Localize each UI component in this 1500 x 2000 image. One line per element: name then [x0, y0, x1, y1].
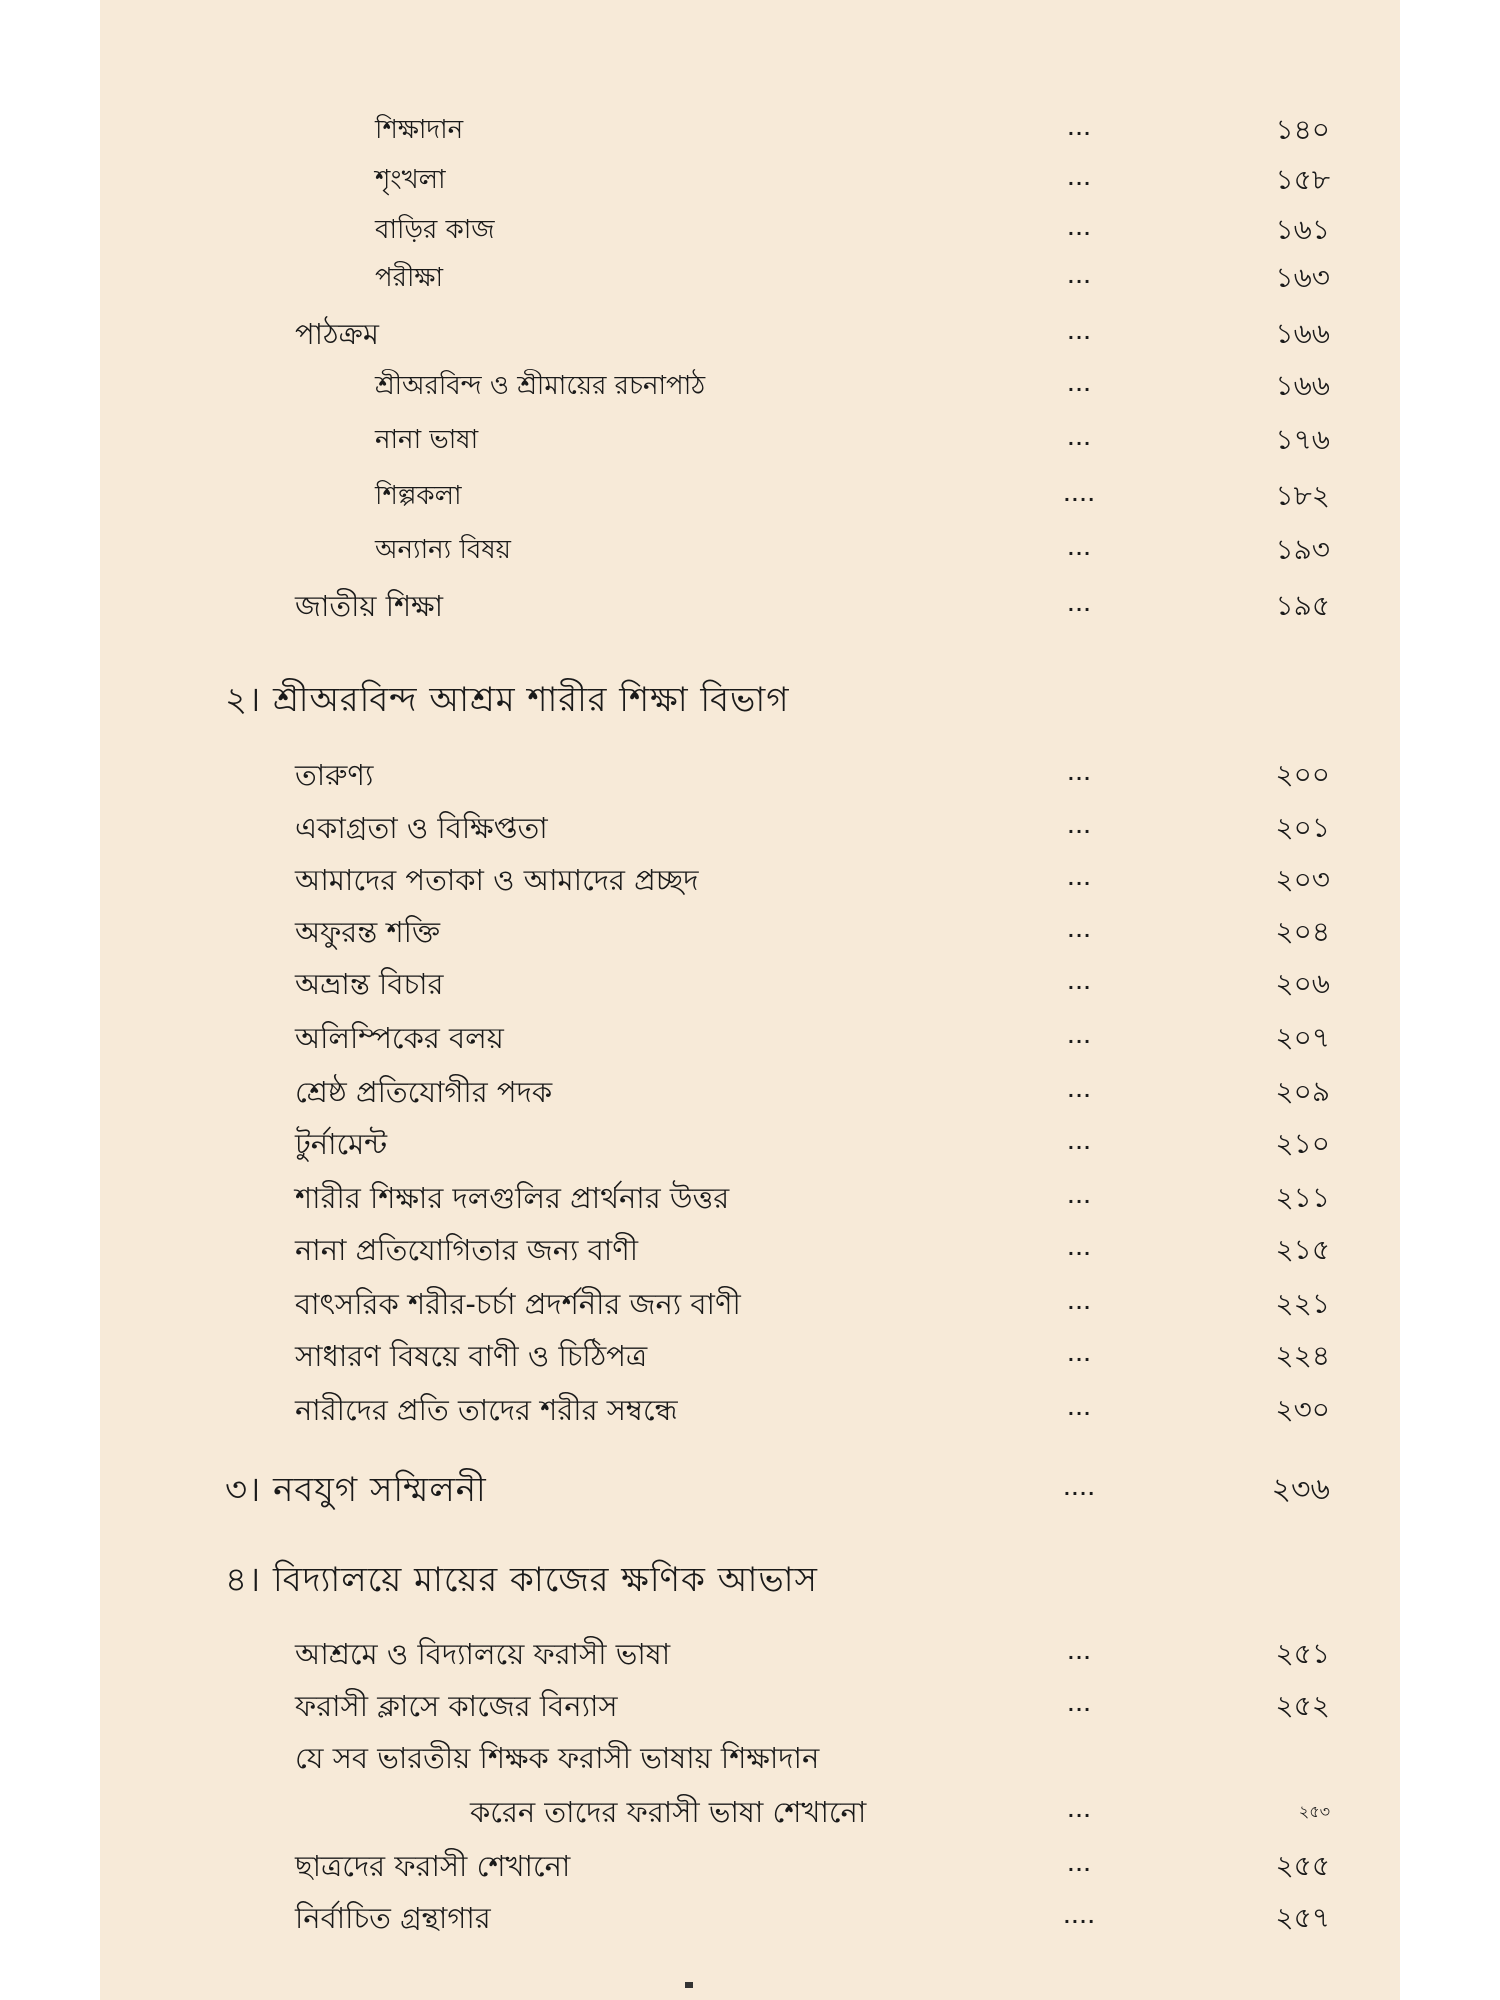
toc-entry-title: পরীক্ষা: [375, 263, 443, 293]
toc-page-number: ২০৭: [1275, 1021, 1330, 1054]
toc-leader-dots: ...: [1067, 922, 1093, 941]
toc-entry-title: করেন তাদের ফরাসী ভাষা শেখানো: [470, 1795, 867, 1829]
toc-entry-title: নারীদের প্রতি তাদের শরীর সম্বন্ধে: [295, 1393, 678, 1427]
toc-entry-title: যে সব ভারতীয় শিক্ষক ফরাসী ভাষায় শিক্ষাদান: [295, 1741, 820, 1775]
toc-entry-title: শিল্পকলা: [375, 481, 462, 511]
toc-page-number: ২৫১: [1275, 1637, 1330, 1670]
toc-page-number: ১৬১: [1275, 213, 1330, 246]
toc-entry-title: একাগ্রতা ও বিক্ষিপ্ততা: [295, 811, 548, 845]
toc-leader-dots: ....: [1063, 486, 1097, 505]
toc-entry: [100, 1230, 1400, 1270]
toc-leader-dots: ...: [1067, 1644, 1093, 1663]
toc-leader-dots: ...: [1067, 1400, 1093, 1419]
toc-page-number: ২৫৫: [1275, 1849, 1330, 1882]
toc-entry: [100, 1738, 1400, 1778]
toc-entry: [100, 1898, 1400, 1938]
toc-leader-dots: ...: [1067, 596, 1093, 615]
toc-leader-dots: ...: [1067, 1346, 1093, 1365]
toc-leader-dots: ...: [1067, 974, 1093, 993]
toc-entry-title: নির্বাচিত গ্রন্থাগার: [295, 1901, 491, 1935]
toc-leader-dots: ...: [1067, 376, 1093, 395]
toc-entry: [100, 1124, 1400, 1164]
toc-page-number: ১৫৮: [1275, 163, 1330, 196]
toc-entry-title: জাতীয় শিক্ষা: [295, 589, 444, 623]
toc-entry: [100, 1792, 1400, 1832]
toc-entry: [100, 1178, 1400, 1218]
toc-entry: [100, 1336, 1400, 1376]
toc-entry: [100, 258, 1400, 298]
toc-entry: [100, 912, 1400, 952]
toc-entry: [100, 1634, 1400, 1674]
toc-entry: [100, 314, 1400, 354]
toc-page-number: ১৬৬: [1275, 369, 1330, 402]
toc-leader-dots: ...: [1067, 1134, 1093, 1153]
toc-entry-title: টুর্নামেন্ট: [295, 1127, 388, 1161]
toc-entry: [100, 808, 1400, 848]
toc-leader-dots: ...: [1067, 1188, 1093, 1207]
toc-leader-dots: ...: [1067, 870, 1093, 889]
toc-entry: [100, 366, 1400, 406]
toc-page-number: ২০৪: [1275, 915, 1330, 948]
toc-entry-title: সাধারণ বিষয়ে বাণী ও চিঠিপত্র: [295, 1339, 648, 1373]
toc-entry: [100, 420, 1400, 460]
toc-entry: [100, 755, 1400, 795]
toc-entry-title: শ্রীঅরবিন্দ ও শ্রীমায়ের রচনাপাঠ: [375, 371, 706, 401]
toc-leader-dots: ...: [1067, 1082, 1093, 1101]
toc-leader-dots: ...: [1067, 120, 1093, 139]
toc-entry: [100, 860, 1400, 900]
toc-entry: [100, 1686, 1400, 1726]
section-heading: [100, 1560, 1400, 1600]
toc-entry-title: নানা ভাষা: [375, 425, 479, 455]
toc-entry: [100, 586, 1400, 626]
toc-page-number: ১৭৬: [1275, 423, 1330, 456]
toc-entry-title: পাঠক্রম: [295, 317, 379, 351]
toc-entry: [100, 476, 1400, 516]
toc-leader-dots: ...: [1067, 765, 1093, 784]
toc-leader-dots: ...: [1067, 324, 1093, 343]
toc-entry-title: অভ্রান্ত বিচার: [295, 967, 444, 1001]
toc-page-number: ২০১: [1275, 811, 1330, 844]
toc-entry-title: শিক্ষাদান: [375, 115, 464, 145]
toc-leader-dots: ...: [1067, 268, 1093, 287]
section-heading-title: ৩। নবযুগ সম্মিলনী: [225, 1470, 487, 1510]
toc-page-number: ২২৪: [1275, 1339, 1330, 1372]
toc-entry: [100, 1846, 1400, 1886]
toc-page-number: ২৫২: [1275, 1689, 1330, 1722]
toc-leader-dots: ....: [1063, 1480, 1097, 1499]
toc-entry-title: অলিম্পিকের বলয়: [295, 1021, 504, 1055]
toc-entry: [100, 964, 1400, 1004]
toc-page-number: ১৮২: [1275, 479, 1330, 512]
toc-entry-title: আমাদের পতাকা ও আমাদের প্রচ্ছদ: [295, 863, 699, 897]
toc-page-number: ২১১: [1275, 1181, 1330, 1214]
toc-page-number: ২১০: [1275, 1127, 1330, 1160]
toc-entry: [100, 1018, 1400, 1058]
toc-entry: [100, 1284, 1400, 1324]
toc-entry: [100, 1390, 1400, 1430]
toc-leader-dots: ...: [1067, 818, 1093, 837]
toc-leader-dots: ...: [1067, 1240, 1093, 1259]
toc-entry-title: শ্রেষ্ঠ প্রতিযোগীর পদক: [295, 1075, 553, 1109]
toc-leader-dots: ...: [1067, 1856, 1093, 1875]
toc-page-number: ২০০: [1275, 758, 1330, 791]
toc-leader-dots: ...: [1067, 1802, 1093, 1821]
toc-leader-dots: ...: [1067, 220, 1093, 239]
section-heading: [100, 1470, 1400, 1510]
toc-page-number: ২৩৬: [1271, 1472, 1330, 1507]
toc-entry-title: ছাত্রদের ফরাসী শেখানো: [295, 1849, 571, 1883]
toc-page-number: ২৫৭: [1275, 1901, 1330, 1934]
section-heading-title: ২। শ্রীঅরবিন্দ আশ্রম শারীর শিক্ষা বিভাগ: [225, 680, 790, 720]
toc-page-number: ২২১: [1275, 1287, 1330, 1320]
section-heading: [100, 680, 1400, 720]
toc-entry: [100, 110, 1400, 150]
toc-page-number: ২৩০: [1275, 1393, 1330, 1426]
toc-entry: [100, 210, 1400, 250]
toc-entry-title: নানা প্রতিযোগিতার জন্য বাণী: [295, 1233, 639, 1267]
toc-page-number: ১৪০: [1275, 113, 1330, 146]
toc-entry: [100, 160, 1400, 200]
toc-page-number: ২৫৩: [1298, 1802, 1330, 1821]
toc-page-number: ১৬৬: [1275, 317, 1330, 350]
toc-entry-title: অফুরন্ত শক্তি: [295, 915, 441, 949]
toc-entry-title: শৃংখলা: [375, 165, 446, 195]
toc-leader-dots: ...: [1067, 1028, 1093, 1047]
section-heading-title: ৪। বিদ্যালয়ে মায়ের কাজের ক্ষণিক আভাস: [225, 1560, 819, 1600]
toc-leader-dots: ...: [1067, 430, 1093, 449]
toc-leader-dots: ...: [1067, 540, 1093, 559]
toc-entry-title: বাড়ির কাজ: [375, 215, 495, 245]
toc-page-number: ১৬৩: [1275, 261, 1330, 294]
toc-page-number: ১৯৫: [1275, 589, 1330, 622]
toc-entry-title: তারুণ্য: [295, 758, 374, 792]
book-page: [100, 0, 1400, 2000]
toc-leader-dots: ....: [1063, 1908, 1097, 1927]
toc-leader-dots: ...: [1067, 170, 1093, 189]
toc-page-number: ২০৩: [1275, 863, 1330, 896]
toc-leader-dots: ...: [1067, 1294, 1093, 1313]
toc-entry-title: শারীর শিক্ষার দলগুলির প্রার্থনার উত্তর: [295, 1181, 730, 1215]
toc-entry-title: বাৎসরিক শরীর-চর্চা প্রদর্শনীর জন্য বাণী: [295, 1287, 741, 1321]
toc-page-number: ১৯৩: [1275, 533, 1330, 566]
toc-page-number: ২১৫: [1275, 1233, 1330, 1266]
toc-entry: [100, 530, 1400, 570]
page-footer-mark: [685, 1982, 693, 1988]
toc-entry: [100, 1072, 1400, 1112]
toc-page-number: ২০৬: [1275, 967, 1330, 1000]
toc-entry-title: ফরাসী ক্লাসে কাজের বিন্যাস: [295, 1689, 618, 1723]
toc-page-number: ২০৯: [1275, 1075, 1330, 1108]
toc-leader-dots: ...: [1067, 1696, 1093, 1715]
toc-entry-title: অন্যান্য বিষয়: [375, 535, 511, 565]
toc-entry-title: আশ্রমে ও বিদ্যালয়ে ফরাসী ভাষা: [295, 1637, 671, 1671]
